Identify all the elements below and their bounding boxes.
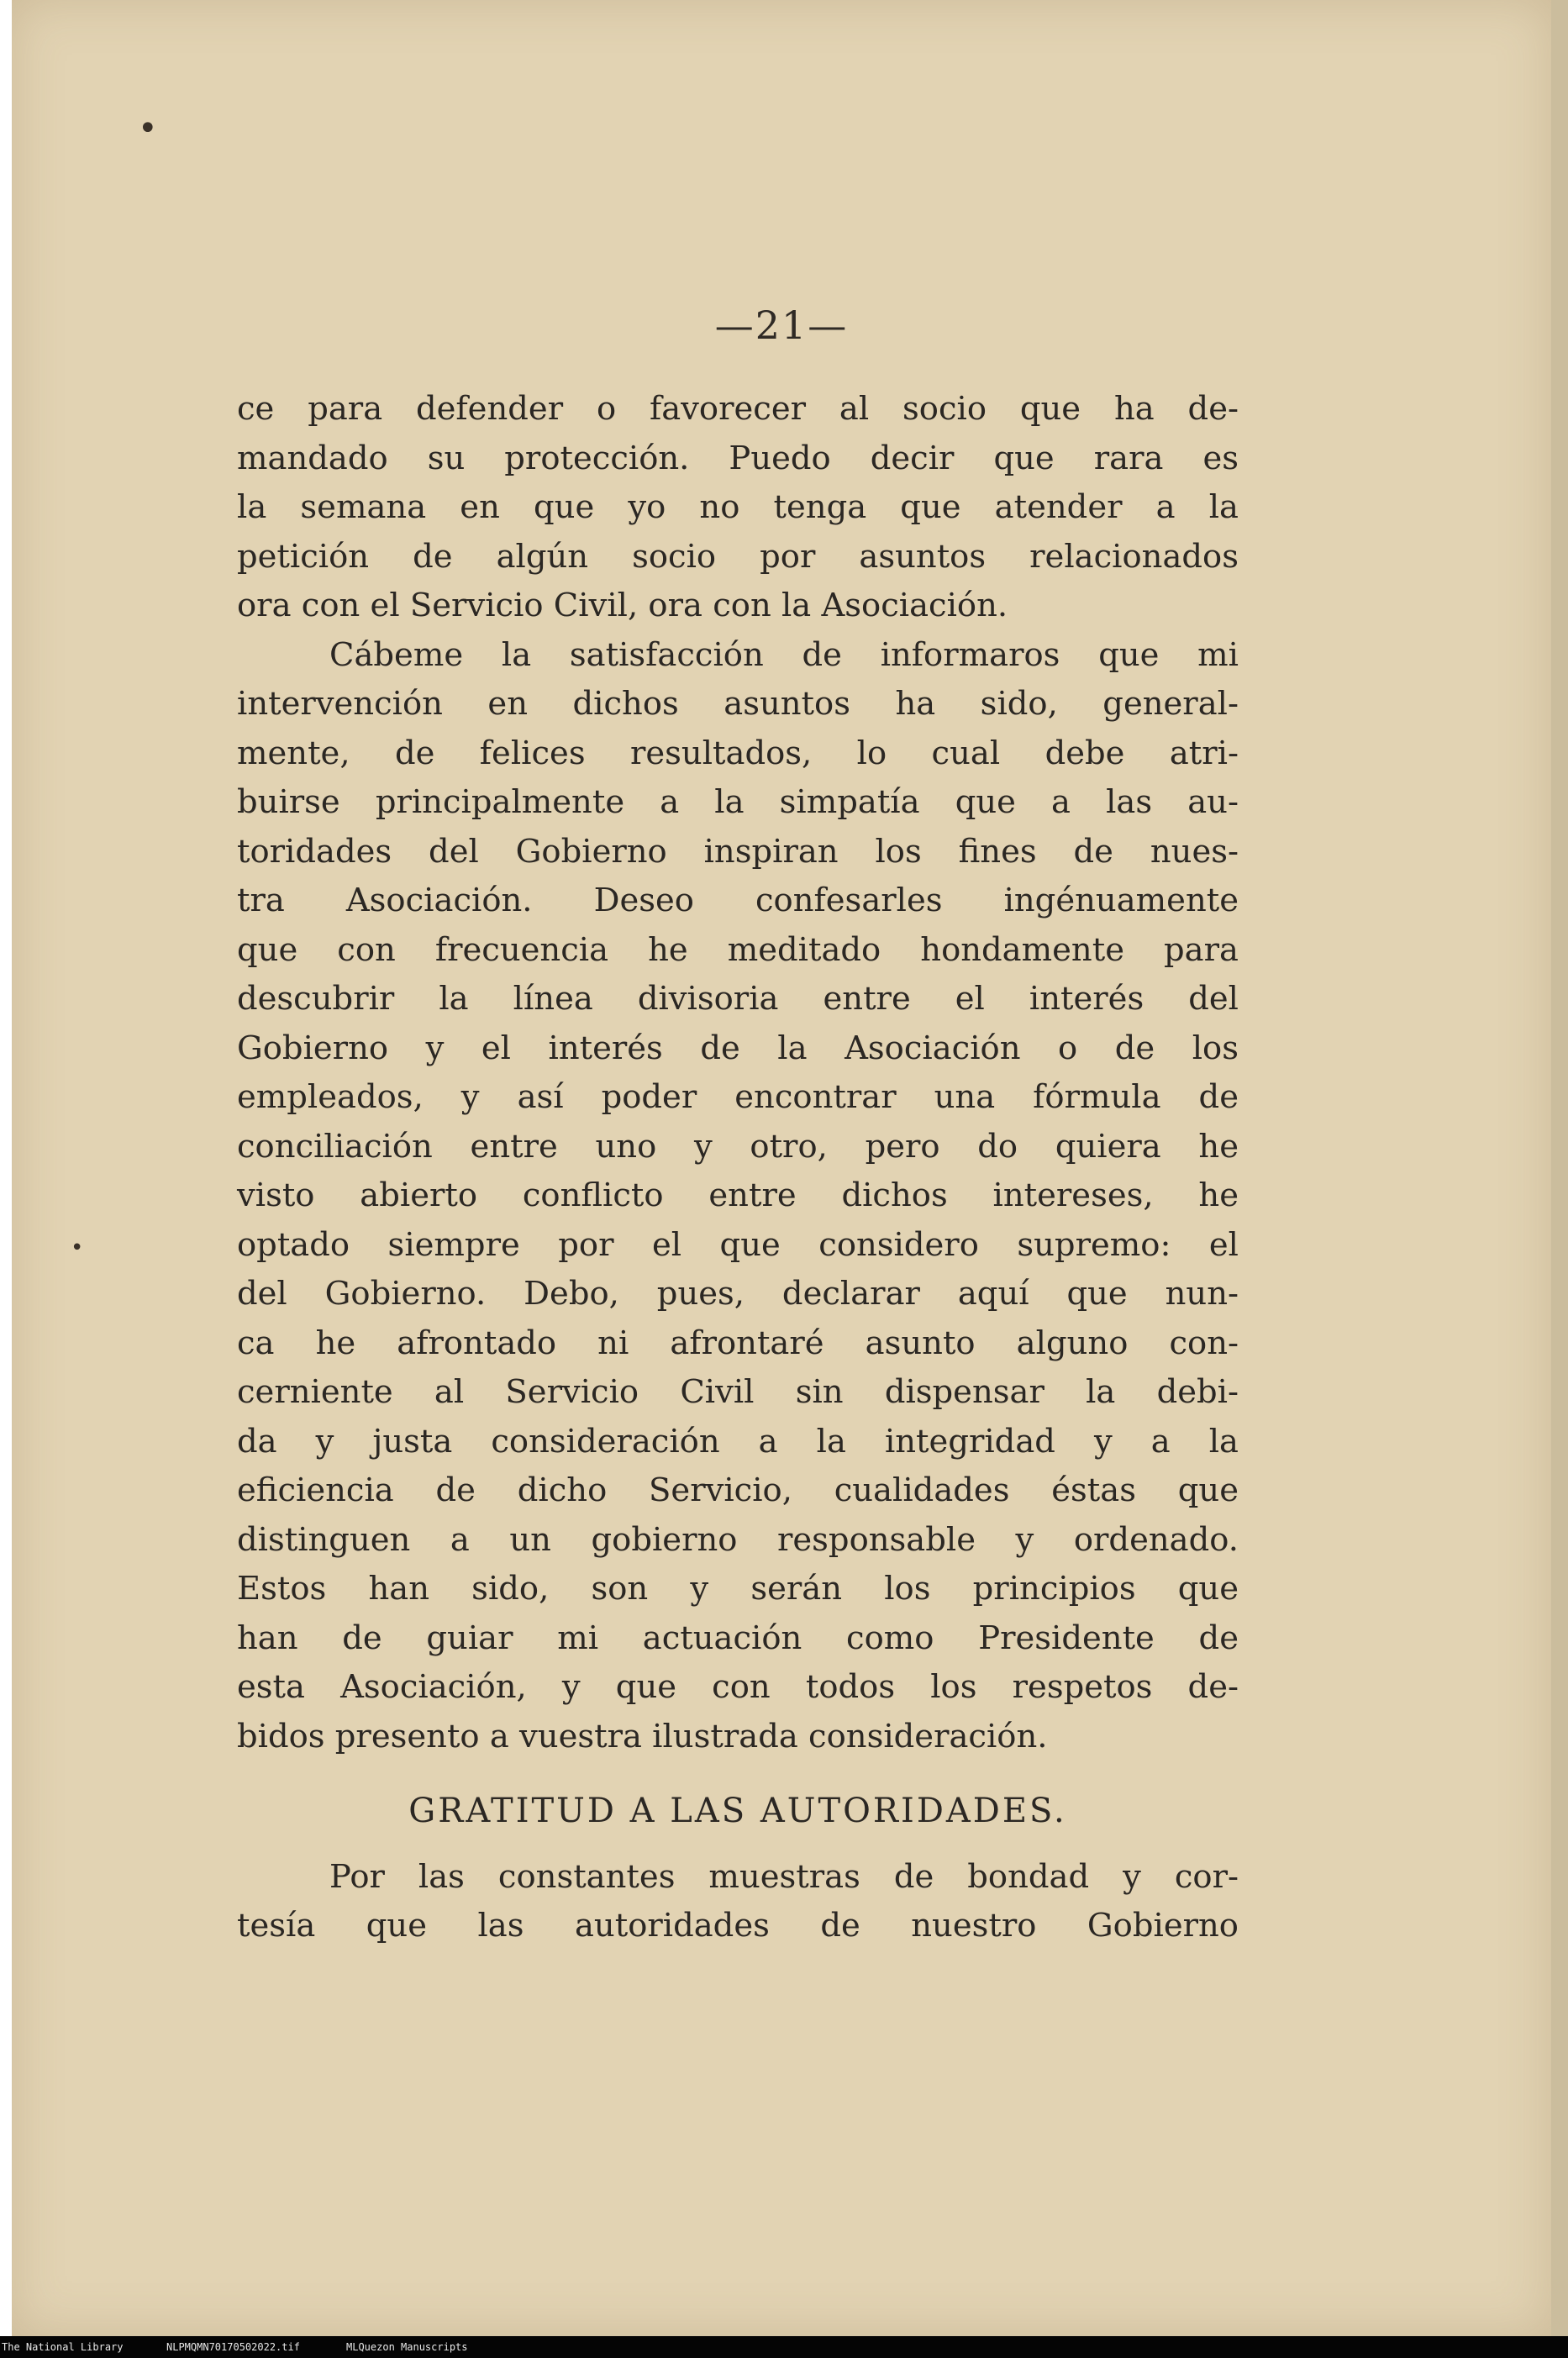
text-line: Gobierno y el interés de la Asociación o de los <box>237 1029 1239 1067</box>
text-line: eficiencia de dicho Servicio, cualidades éstas que <box>237 1471 1239 1509</box>
text-line: del Gobierno. Debo, pues, declarar aquí que nun- <box>237 1275 1239 1313</box>
text-line: da y justa consideración a la integridad y a la <box>237 1422 1239 1461</box>
text-line: distinguen a un gobierno responsable y ordenado. <box>237 1520 1239 1559</box>
text-line: tra Asociación. Deseo confesarles ingénuamente <box>237 882 1239 919</box>
text-line: optado siempre por el que considero supremo: el <box>237 1225 1239 1264</box>
text-line: Estos han sido, son y serán los principios que <box>237 1570 1239 1608</box>
text-line: conciliación entre uno y otro, pero do quiera he <box>237 1127 1239 1166</box>
body-text <box>237 385 1239 1951</box>
text-line: visto abierto conflicto entre dichos intereses, he <box>237 1176 1239 1214</box>
text-line: descubrir la línea divisoria entre el interés del <box>237 980 1239 1018</box>
text-line: buirse principalmente a la simpatía que a las au- <box>237 783 1239 821</box>
text-line: ca he afrontado ni afrontaré asunto alguno con- <box>237 1324 1239 1362</box>
text-line: intervención en dichos asuntos ha sido, general- <box>237 685 1239 723</box>
footer-collection: MLQuezon Manuscripts <box>346 2341 468 2353</box>
footer-library: The National Library <box>2 2341 124 2353</box>
text-line: cerniente al Servicio Civil sin dispensar la debi- <box>237 1373 1239 1411</box>
page-number: —21— <box>714 303 849 348</box>
text-line: empleados, y así poder encontrar una fórmula de <box>237 1078 1239 1116</box>
document-page <box>12 0 1551 2336</box>
text-line: la semana en que yo no tenga que atender a la <box>237 488 1239 526</box>
text-line: ora con el Servicio Civil, ora con la Asociación. <box>237 587 1008 624</box>
footer-file: NLPMQMN70170502022.tif <box>166 2341 300 2353</box>
text-line: Por las constantes muestras de bondad y cor- <box>329 1857 1239 1896</box>
text-line: han de guiar mi actuación como Presidente de <box>237 1618 1239 1657</box>
text-line: que con frecuencia he meditado hondamente para <box>237 930 1239 969</box>
text-line: petición de algún socio por asuntos relacionados <box>237 537 1239 576</box>
text-line: esta Asociación, y que con todos los respetos de- <box>237 1668 1239 1706</box>
text-line: Cábeme la satisfacción de informaros que mi <box>329 635 1239 674</box>
section-heading: GRATITUD A LAS AUTORIDADES. <box>408 1792 1067 1830</box>
ink-speck-icon: • <box>138 109 158 148</box>
text-line: toridades del Gobierno inspiran los fines de nues- <box>237 832 1239 871</box>
text-line: mente, de felices resultados, lo cual debe atri- <box>237 734 1239 772</box>
text-line: ce para defender o favorecer al socio que ha de- <box>237 390 1239 428</box>
text-line: bidos presento a vuestra ilustrada consideración. <box>237 1717 1048 1755</box>
scan-footer <box>0 2336 1568 2358</box>
page-edge <box>1551 0 1568 2336</box>
ink-speck-icon: • <box>71 1235 84 1261</box>
text-line: tesía que las autoridades de nuestro Gobierno <box>237 1907 1239 1945</box>
text-line: mandado su protección. Puedo decir que rara es <box>237 439 1239 477</box>
